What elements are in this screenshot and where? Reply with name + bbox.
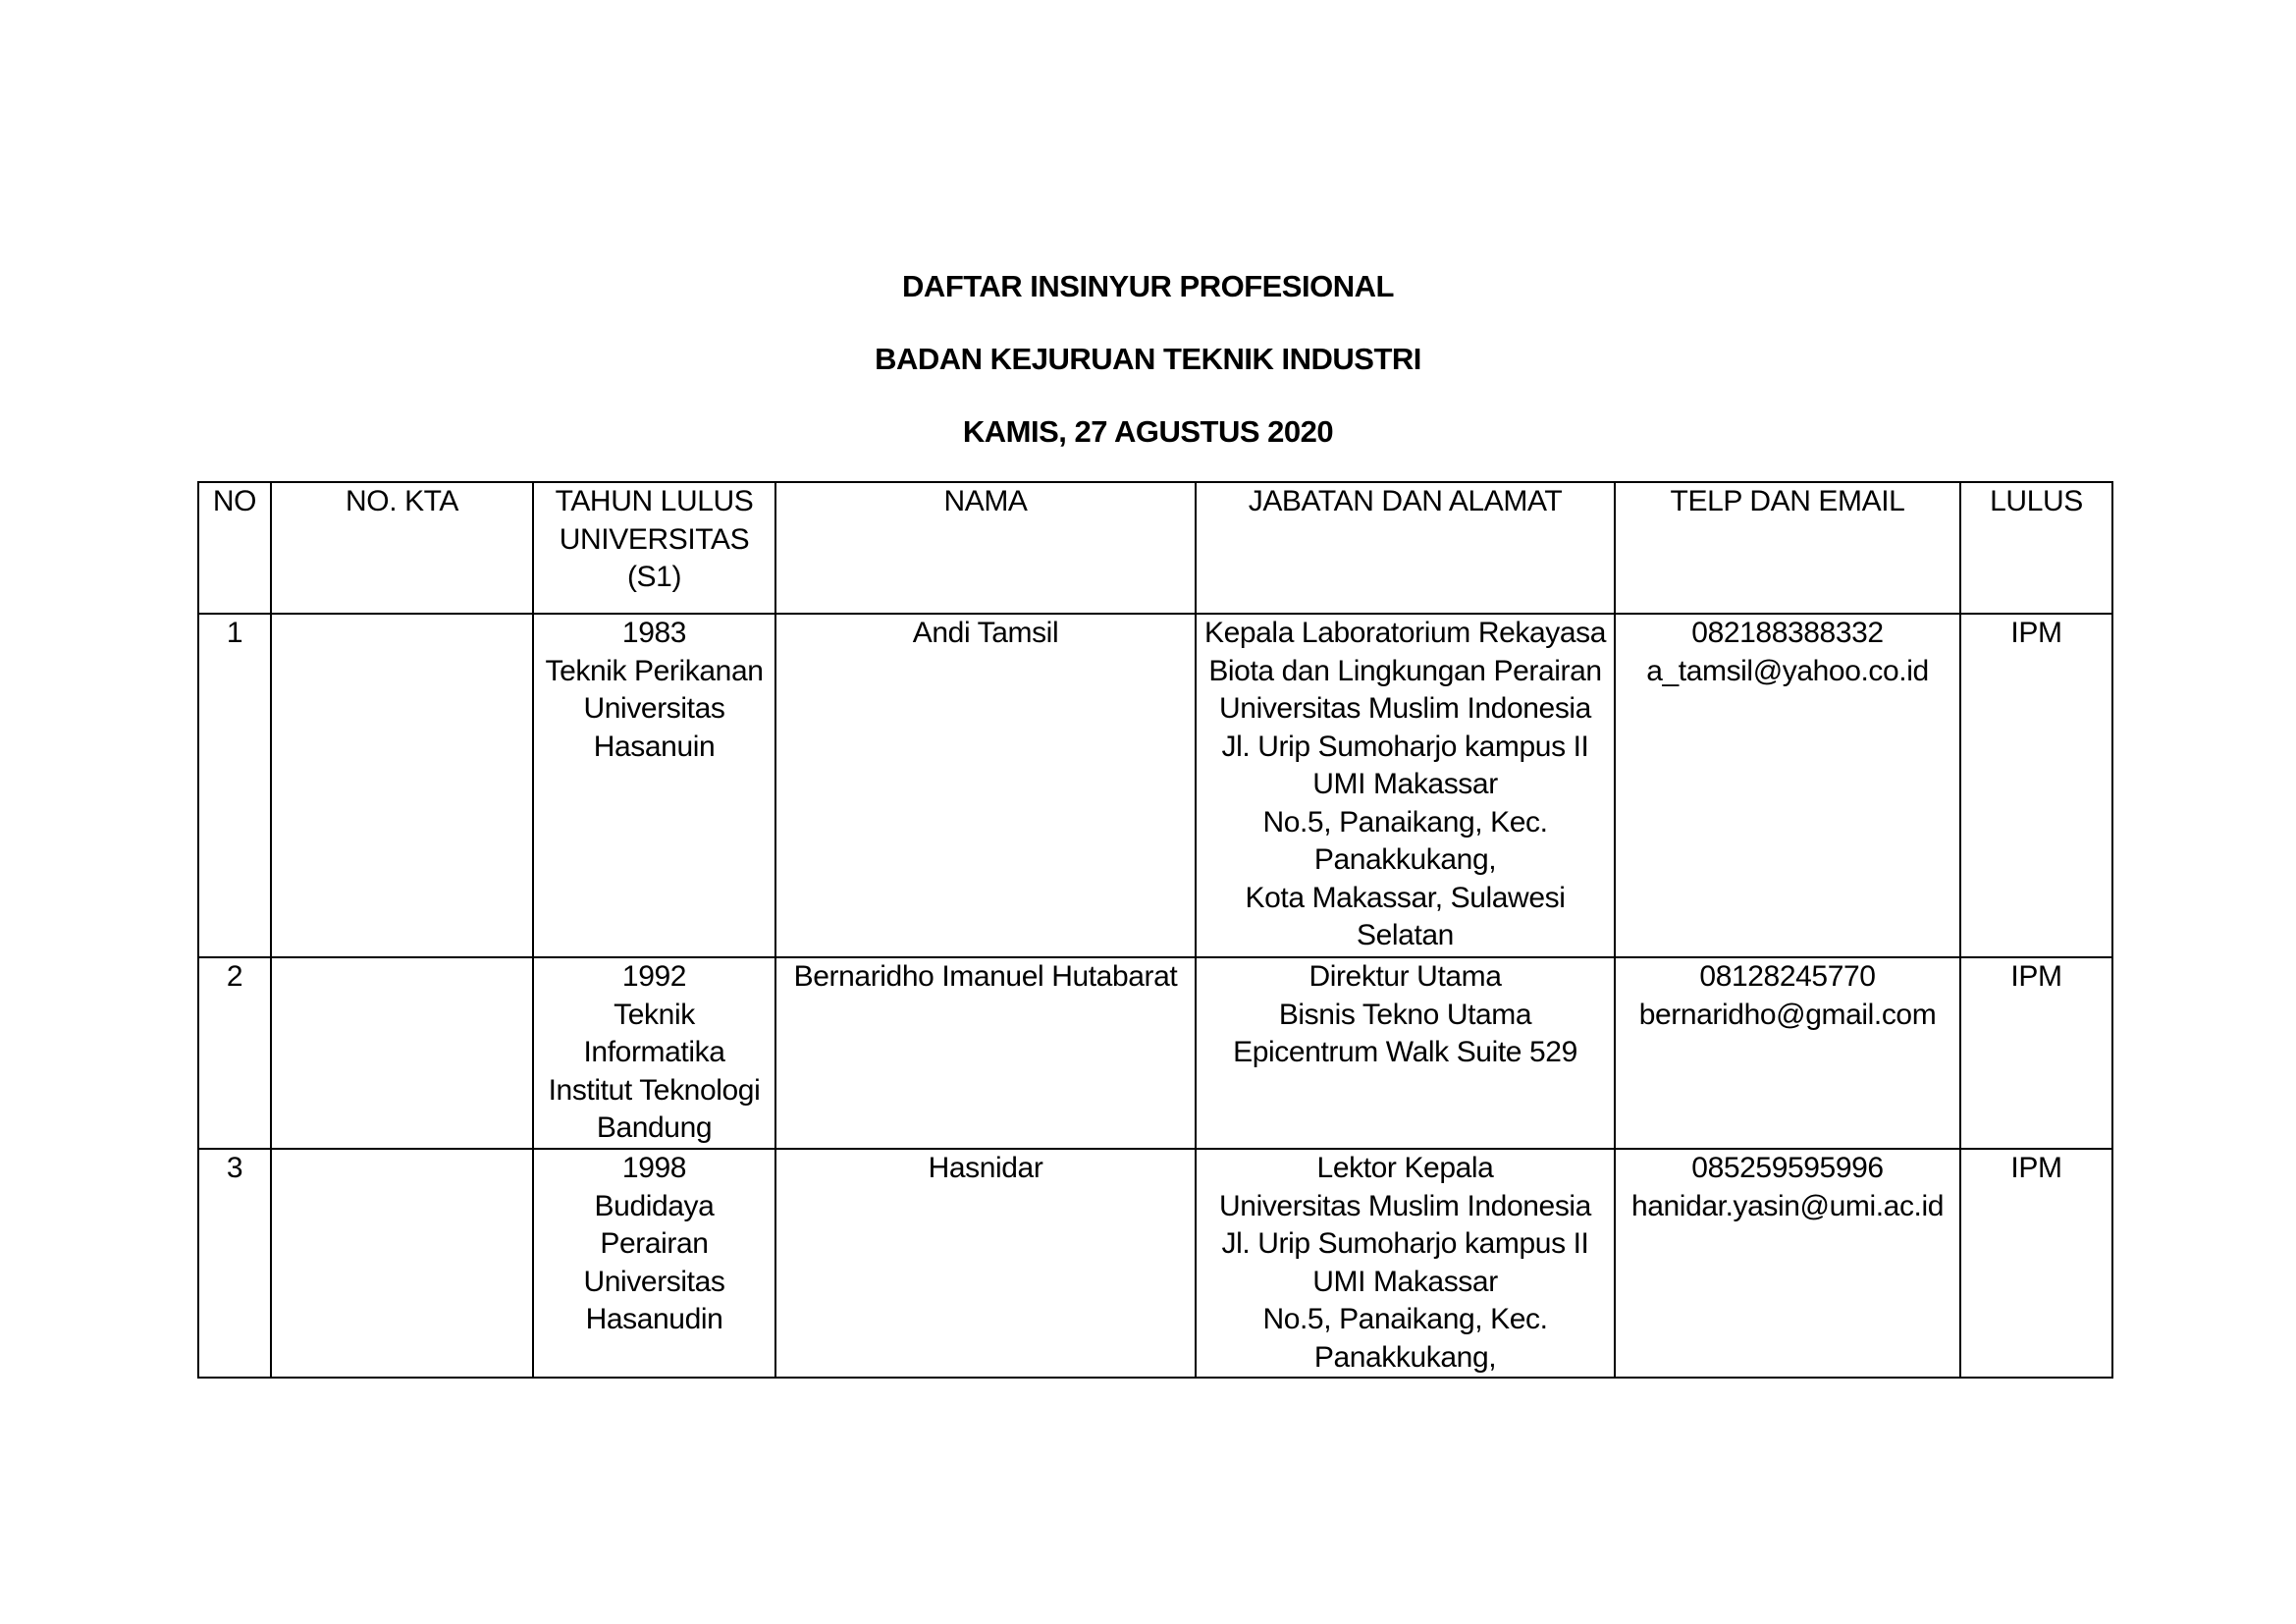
cell-telp: 085259595996 hanidar.yasin@umi.ac.id <box>1615 1149 1960 1378</box>
cell-jabatan: Lektor Kepala Universitas Muslim Indonesia Jl. Urip Sumoharjo kampus II UMI Makassar No.5, Panaikang, Kec. Panakkukang, <box>1196 1149 1615 1378</box>
column-header-tahun: TAHUN LULUS UNIVERSITAS (S1) <box>533 482 775 614</box>
engineer-table <box>197 481 2113 1379</box>
cell-nama: Hasnidar <box>775 1149 1196 1378</box>
cell-tahun: 1992 Teknik Informatika Institut Teknologi Bandung <box>533 957 775 1149</box>
cell-lulus: IPM <box>1960 1149 2112 1378</box>
table-header-row <box>198 482 2112 614</box>
document-date: KAMIS, 27 AGUSTUS 2020 <box>962 414 1334 449</box>
document-title: DAFTAR INSINYUR PROFESIONAL <box>902 269 1394 303</box>
cell-nama: Andi Tamsil <box>775 614 1196 957</box>
column-header-no: NO <box>198 482 271 614</box>
table-row <box>198 614 2112 957</box>
document-subtitle: BADAN KEJURUAN TEKNIK INDUSTRI <box>875 342 1421 376</box>
cell-jabatan: Direktur Utama Bisnis Tekno Utama Epicentrum Walk Suite 529 <box>1196 957 1615 1149</box>
cell-no: 2 <box>198 957 271 1149</box>
cell-lulus: IPM <box>1960 957 2112 1149</box>
column-header-nama: NAMA <box>775 482 1196 614</box>
column-header-telp: TELP DAN EMAIL <box>1615 482 1960 614</box>
column-header-kta: NO. KTA <box>271 482 533 614</box>
cell-no: 1 <box>198 614 271 957</box>
cell-kta <box>271 614 533 957</box>
cell-lulus: IPM <box>1960 614 2112 957</box>
cell-telp: 082188388332 a_tamsil@yahoo.co.id <box>1615 614 1960 957</box>
table-row <box>198 1149 2112 1378</box>
cell-tahun: 1983 Teknik Perikanan Universitas Hasanuin <box>533 614 775 957</box>
table-row <box>198 957 2112 1149</box>
cell-nama: Bernaridho Imanuel Hutabarat <box>775 957 1196 1149</box>
cell-kta <box>271 1149 533 1378</box>
cell-tahun: 1998 Budidaya Perairan Universitas Hasanudin <box>533 1149 775 1378</box>
cell-jabatan: Kepala Laboratorium Rekayasa Biota dan Lingkungan Perairan Universitas Muslim Indonesia Jl. Urip Sumoharjo kampus II UMI Makassar No.5, Panaikang, Kec. Panakkukang, Kota Makassar, Sulawesi Selatan <box>1196 614 1615 957</box>
column-header-lulus: LULUS <box>1960 482 2112 614</box>
cell-kta <box>271 957 533 1149</box>
cell-telp: 08128245770 bernaridho@gmail.com <box>1615 957 1960 1149</box>
cell-no: 3 <box>198 1149 271 1378</box>
column-header-jabatan: JABATAN DAN ALAMAT <box>1196 482 1615 614</box>
